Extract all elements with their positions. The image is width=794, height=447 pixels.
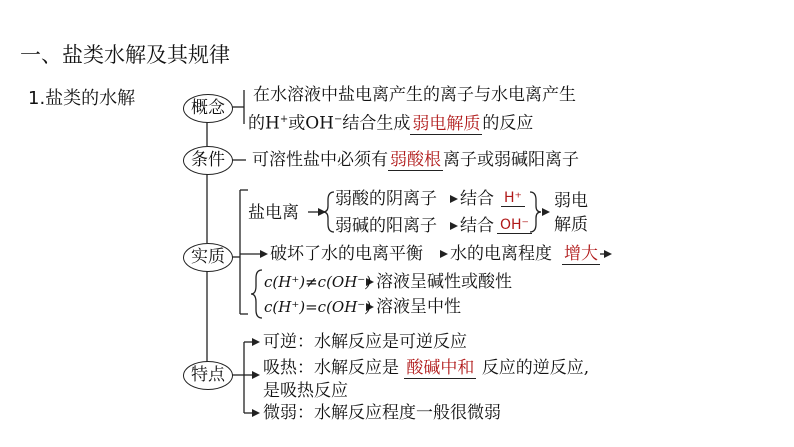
node-essence: 实质 [183,243,233,272]
combine-label-2: 结合 [460,216,494,236]
node-feature: 特点 [183,361,233,390]
break-equilibrium: 破坏了水的电离平衡 [270,244,423,264]
answer-increase: 增大 [564,244,598,264]
concept-line1: 在水溶液中盐电离产生的离子与水电离产生 [253,85,576,105]
concept-line2: 的H+或OH−结合生成 弱电解质 的反应 [248,113,534,134]
answer-acid-base-neutralization: 酸碱中和 [406,358,475,378]
ionization-degree: 水的电离程度 [450,244,552,264]
feature-reversible: 可逆：水解反应是可逆反应 [263,332,467,352]
weak-base-cation: 弱碱的阳离子 [335,216,437,236]
answer-h-plus: H⁺ [501,190,525,207]
section-title: 1.盐类的水解 [28,88,136,109]
feature-weak: 微弱：水解反应程度一般很微弱 [263,403,501,423]
answer-increase-wrap [562,243,600,265]
feature-endothermic: 吸热：水解反应是 酸碱中和 反应的逆反应, [263,358,590,378]
result-weak-line1: 弱电 [554,191,588,211]
weak-acid-anion: 弱酸的阴离子 [335,189,437,209]
answer-weak-electrolyte: 弱电解质 [412,113,481,134]
cond-equal: c(H⁺)=c(OH⁻) [264,298,372,316]
cond-equal-result: 溶液呈中性 [376,297,461,317]
result-weak-line2: 解质 [554,215,588,235]
combine-label-1: 结合 [460,189,494,209]
page-title: 一、盐类水解及其规律 [20,43,230,67]
cond-unequal-result: 溶液呈碱性或酸性 [376,272,512,292]
node-concept: 概念 [183,94,233,123]
node-condition: 条件 [183,146,233,175]
answer-oh-minus: OH⁻ [497,217,532,234]
condition-line: 可溶性盐中必须有 弱酸根 离子或弱碱阳离子 [252,150,579,170]
feature-endothermic-line2: 是吸热反应 [263,381,348,401]
answer-weak-acid-radical: 弱酸根 [390,150,441,170]
salt-ionize-label: 盐电离 [248,203,299,223]
cond-unequal: c(H⁺)≠c(OH⁻) [264,273,372,291]
